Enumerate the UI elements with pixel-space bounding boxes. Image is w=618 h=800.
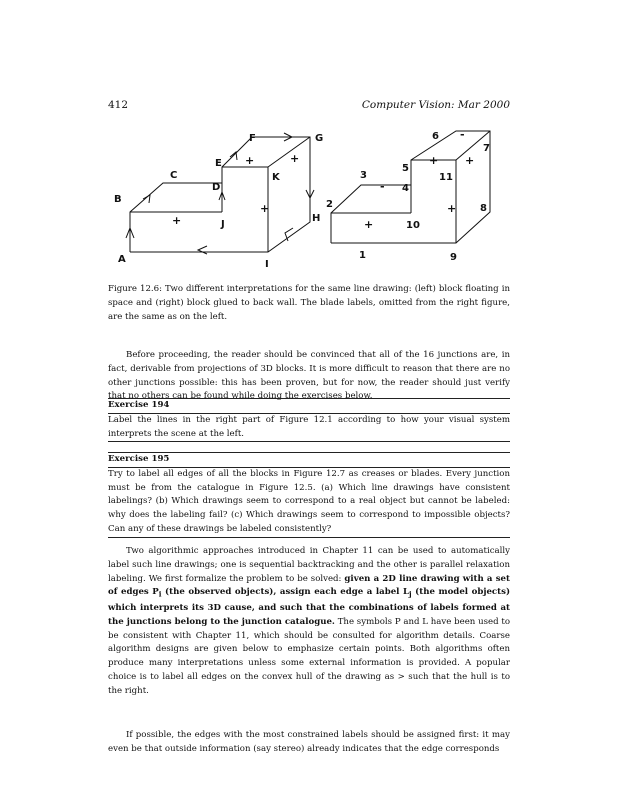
plus-sign: +	[429, 154, 439, 167]
label-G: G	[315, 133, 324, 144]
label-3: 3	[360, 170, 367, 181]
label-7: 7	[483, 143, 490, 154]
label-H: H	[312, 213, 321, 224]
paragraph	[108, 545, 510, 698]
label-1: 1	[359, 250, 366, 261]
page-number: 412	[108, 99, 129, 111]
paragraph-text: Two algorithmic approaches introduced in Chapter 11 can be used to automatically label such line drawings; one is sequential backtracking and the other is parallel relaxation labeling. We first formalize the problem to be solved:	[108, 546, 510, 584]
label-11: 11	[439, 172, 453, 183]
plus-sign: +	[447, 202, 457, 215]
exercise-box	[108, 452, 510, 538]
paragraph-bold-text: given a 2D line drawing with a set of edges P	[108, 573, 510, 598]
label-B: B	[114, 194, 122, 205]
plus-sign: +	[364, 218, 374, 231]
subscript: i	[158, 590, 162, 600]
label-5: 5	[402, 163, 409, 174]
label-K: K	[272, 172, 280, 183]
paragraph-bold-text: (the model objects) which interprets its 3D cause, and such that the combinations of labels formed at the junctions belong to the junction catalogue.	[108, 587, 511, 627]
label-C: C	[170, 170, 178, 181]
label-I: I	[265, 259, 269, 270]
paragraph: Before proceeding, the reader should be convinced that all of the 16 junctions are, in fact, derivable from projections of 3D blocks. It is more difficult to reason that there are no other junctions possible: this has been proven, but for now, the reader should just verify that no others can be found while doing the exercises below.	[108, 350, 510, 402]
exercise-title: Exercise 194	[108, 399, 510, 414]
minus-sign: -	[460, 128, 465, 141]
exercise-box	[108, 398, 510, 442]
label-D: D	[212, 182, 221, 193]
label-9: 9	[450, 252, 457, 263]
label-J: J	[221, 219, 225, 230]
left-block-edge	[268, 137, 310, 167]
label-2: 2	[326, 199, 333, 210]
plus-sign: +	[245, 154, 255, 167]
exercise-text: Try to label all edges of all the blocks in Figure 12.7 as creases or blades. Every junction must be from the catalogue in Figure 12.5. (a) Which line drawings have consistent labelings? (b) Which drawings seem to correspond to a real object but cannot be labeled: why does the labeling fail? (c) Which drawings seem to correspond to impossible objects? Can any of these drawings be labeled consistently?	[108, 468, 510, 534]
subscript: j	[409, 590, 412, 600]
figure-12-6	[0, 0, 618, 280]
minus-sign: -	[380, 180, 385, 193]
exercise-text: Label the lines in the right part of Figure 12.1 according to how your visual system interprets the scene at the left.	[108, 414, 510, 439]
paragraph: If possible, the edges with the most constrained labels should be assigned first: it may even be that outside information (say stereo) already indicates that the edge corresponds	[108, 730, 510, 754]
label-6: 6	[432, 131, 439, 142]
exercise-title: Exercise 195	[108, 453, 510, 468]
plus-sign: +	[465, 154, 475, 167]
running-title: Computer Vision: Mar 2000	[361, 99, 510, 111]
label-4: 4	[402, 183, 409, 194]
plus-sign: +	[260, 202, 270, 215]
label-F: F	[249, 133, 256, 144]
label-10: 10	[406, 220, 420, 231]
plus-sign: +	[290, 152, 300, 165]
paragraph-text: The symbols P and L have been used to be consistent with Chapter 11, which should be consulted for algorithm details. Coarse algorithm designs are given below to emphasize certain points. Both algorithms often produce many interpretations unless some external information is provided. A popular choice is to label all edges on the convex hull of the drawing as > such that the hull is to the right.	[108, 616, 510, 696]
arrow	[198, 246, 207, 254]
label-8: 8	[480, 203, 487, 214]
label-E: E	[215, 158, 222, 169]
left-block-outline	[130, 137, 310, 252]
label-A: A	[118, 254, 126, 265]
plus-sign: +	[172, 214, 182, 227]
paragraph-bold-text: (the observed objects), assign each edge a label L	[161, 587, 410, 598]
figure-caption: Figure 12.6: Two different interpretations for the same line drawing: (left) block floating in space and (right) block glued to back wall. The blade labels, omitted from the right figure, are the same as on the left.	[108, 284, 510, 322]
